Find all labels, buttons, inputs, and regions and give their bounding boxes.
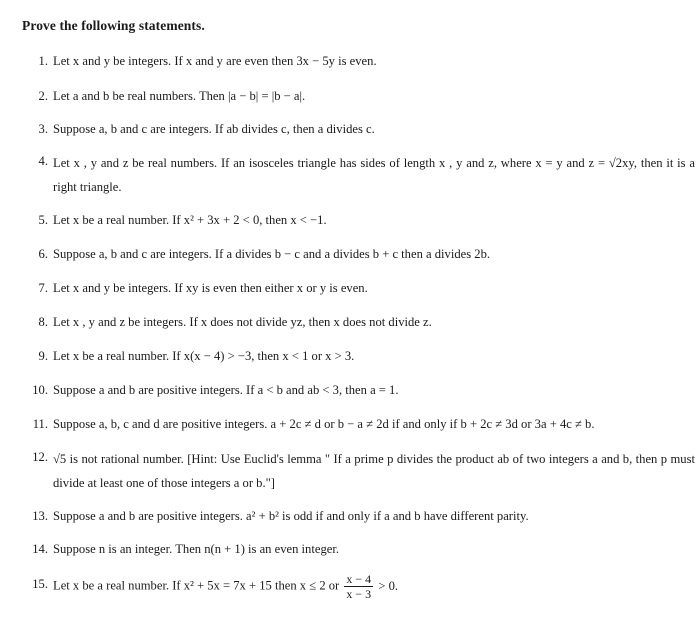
page-title: Prove the following statements. <box>22 18 205 33</box>
item-text: Suppose a, b and c are integers. If ab divides c, then a divides c. <box>53 122 375 136</box>
item-text: Let x and y be integers. If xy is even then either x or y is even. <box>53 281 368 295</box>
item-text: Suppose n is an integer. Then n(n + 1) is an even integer. <box>53 542 339 556</box>
item-number: 6. <box>38 247 48 261</box>
item-number: 14. <box>32 542 48 556</box>
item-text: Let x , y and z be integers. If x does not divide yz, then x does not divide z. <box>53 315 432 329</box>
item-text: √5 is not rational number. [Hint: Use Euclid's lemma " If a prime p divides the product ab of two integers a and b, then p must divide at least one of those integers a or b."] <box>53 452 695 490</box>
item-text-tail: > 0. <box>378 579 399 593</box>
fraction <box>344 572 373 601</box>
item-number: 1. <box>38 54 48 68</box>
fraction-numerator: x − 4 <box>346 572 372 586</box>
item-number: 8. <box>38 315 48 329</box>
item-text-row <box>53 572 695 601</box>
item-text: Suppose a, b, c and d are positive integers. a + 2c ≠ d or b − a ≠ 2d if and only if b + 2c ≠ 3d or 3a + 4c ≠ b. <box>53 417 595 431</box>
item-number: 9. <box>38 349 48 363</box>
item-number: 3. <box>38 122 48 136</box>
item-text: Suppose a and b are positive integers. If a < b and ab < 3, then a = 1. <box>53 383 399 397</box>
item-number: 4. <box>38 154 48 168</box>
item-number: 10. <box>32 383 48 397</box>
item-number: 15. <box>32 577 48 591</box>
item-number: 2. <box>38 89 48 103</box>
item-number: 5. <box>38 213 48 227</box>
item-text: Suppose a and b are positive integers. a² + b² is odd if and only if a and b have different parity. <box>53 509 529 523</box>
fraction-denominator: x − 3 <box>346 587 372 601</box>
item-number: 7. <box>38 281 48 295</box>
item-text: Let x and y be integers. If x and y are even then 3x − 5y is even. <box>53 54 377 68</box>
item-number: 13. <box>32 509 48 523</box>
item-text: Let x be a real number. If x² + 5x = 7x + 15 then x ≤ 2 or <box>53 578 340 593</box>
item-text: Suppose a, b and c are integers. If a divides b − c and a divides b + c then a divides 2b. <box>53 247 491 261</box>
item-number: 11. <box>32 417 48 431</box>
item-text: Let x be a real number. If x² + 3x + 2 < 0, then x < −1. <box>53 213 327 227</box>
item-text: Let a and b be real numbers. Then |a − b| = |b − a|. <box>53 89 306 103</box>
item-text: Let x , y and z be real numbers. If an isosceles triangle has sides of length x , y and z, where x = y and z = √2xy, then it is a right triangle. <box>53 156 695 194</box>
item-text: Let x be a real number. If x(x − 4) > −3, then x < 1 or x > 3. <box>53 349 355 363</box>
item-number: 12. <box>32 450 48 464</box>
